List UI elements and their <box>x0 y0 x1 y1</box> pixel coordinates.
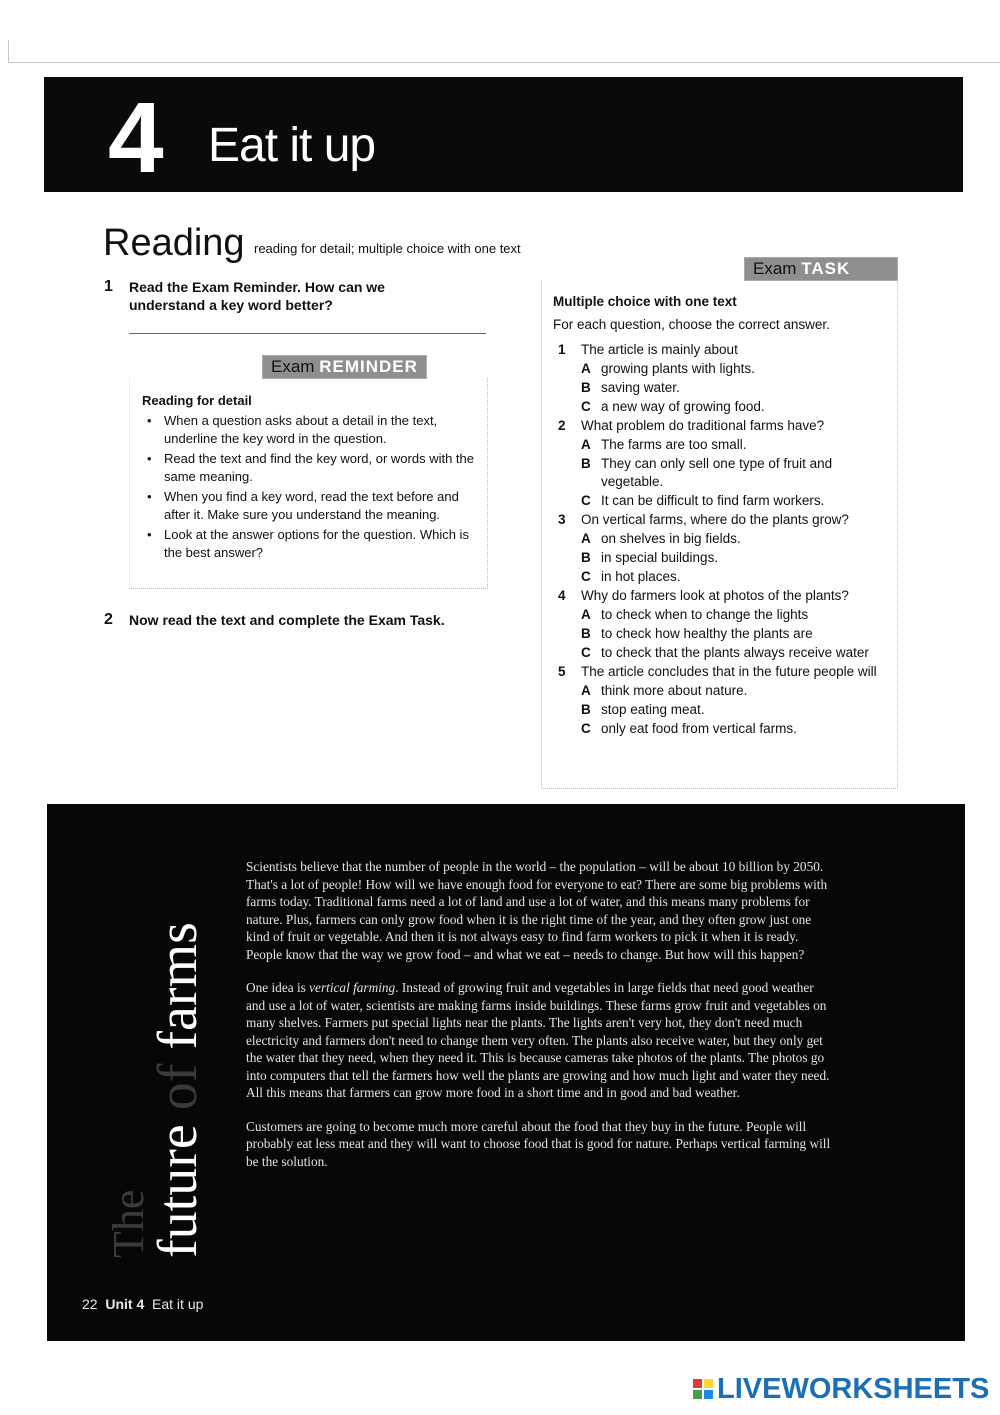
answer-option-a[interactable] <box>581 436 888 454</box>
article-paragraph-3: Customers are going to become much more careful about the food that they buy in the future. People will probably eat less meat and they will want to choose food that is good for nature. Perhaps vertical farming will be the solution. <box>246 1118 831 1169</box>
question-2-text: Now read the text and complete the Exam Task. <box>129 612 445 628</box>
exam-reminder-badge <box>262 355 427 379</box>
title-word-farms: farms <box>147 922 209 1050</box>
option-letter: A <box>581 607 591 622</box>
answer-option-c[interactable] <box>581 398 888 416</box>
option-text: only eat food from vertical farms. <box>601 721 797 736</box>
option-text: on shelves in big fields. <box>601 531 741 546</box>
page-number: 22 <box>82 1296 98 1312</box>
option-letter: B <box>581 702 591 717</box>
paragraph-text: . Instead of growing fruit and vegetables in large fields that need good weather and use a lot of water, scientists are making farms inside buildings. These farms grow fruit and vegetables on many shelves. Farmers put special lights near the plants. The lights aren't very hot, they don't need much electricity and farmers don't need to change them very often. The plants also receive water, but they only get the water that they need, when they need it. This is because cameras take photos of the plants. The photos go into computers that tell the farmers how well the plants are growing and how much light and water they need. All this means that farmers can grow more food in a short time and in good and bad weather. <box>246 980 830 1100</box>
task-question-list <box>558 341 888 738</box>
liveworksheets-logo-icon <box>692 1378 714 1400</box>
question-2-number: 2 <box>104 611 113 628</box>
section-subtitle: reading for detail; multiple choice with one text <box>254 241 521 256</box>
option-text: in hot places. <box>601 569 681 584</box>
question-1-number: 1 <box>104 278 113 295</box>
emphasis-term: vertical farming <box>309 980 396 995</box>
article-title-line2 <box>147 922 209 1258</box>
question-text: What problem do traditional farms have? <box>581 418 825 433</box>
exam-task-badge <box>744 257 898 281</box>
footer-unit-title: Eat it up <box>152 1296 204 1312</box>
option-letter: B <box>581 550 591 565</box>
article-title <box>104 922 209 1258</box>
option-text: stop eating meat. <box>601 702 705 717</box>
liveworksheets-watermark[interactable]: LIVEWORKSHEETS <box>717 1373 990 1405</box>
option-letter: A <box>581 531 591 546</box>
article-body <box>246 858 831 1186</box>
task-question <box>558 587 888 662</box>
option-letter: B <box>581 626 591 641</box>
reminder-list <box>144 412 474 564</box>
section-title: Reading <box>103 222 245 264</box>
option-letter: A <box>581 437 591 452</box>
reminder-item: • Look at the answer options for the question. Which is the best answer? <box>144 526 474 562</box>
logo-square <box>692 1378 703 1389</box>
title-word-of: of <box>147 1063 209 1111</box>
option-letter: A <box>581 683 591 698</box>
answer-option-b[interactable] <box>581 625 888 643</box>
article-paragraph-1: Scientists believe that the number of people in the world – the population – will be about 10 billion by 2050. That's a lot of people! How will we have enough food for everyone to eat? There are some big problems with farms today. Traditional farms need a lot of land and use a lot of water, and this means many problems for nature. Plus, farmers can only grow food when it is the right time of the year, and they often grow just one kind of fruit or vegetable. And then it is not always easy to find farm workers to pick it when it is ready. People know that the way we grow food – and what we eat – needs to change. But how will this happen? <box>246 859 828 962</box>
option-text: to check how healthy the plants are <box>601 626 813 641</box>
answer-option-c[interactable] <box>581 492 888 510</box>
logo-square <box>703 1378 714 1389</box>
option-letter: C <box>581 721 591 736</box>
badge-word-reminder: REMINDER <box>319 357 418 376</box>
option-letter: C <box>581 399 591 414</box>
answer-option-c[interactable] <box>581 720 888 738</box>
question-text: The article concludes that in the future people will <box>581 664 877 679</box>
article-paragraph-2 <box>246 979 831 1102</box>
task-question <box>558 417 888 510</box>
task-question <box>558 663 888 738</box>
question-number: 4 <box>558 588 566 603</box>
option-letter: A <box>581 361 591 376</box>
logo-square <box>692 1389 703 1400</box>
question-text: On vertical farms, where do the plants grow? <box>581 512 849 527</box>
logo-square <box>703 1389 714 1400</box>
title-word-future: future <box>147 1124 209 1258</box>
option-text: It can be difficult to find farm workers. <box>601 493 825 508</box>
paragraph-text: One idea is <box>246 980 310 995</box>
footer-unit-label: Unit 4 <box>105 1296 145 1312</box>
answer-option-c[interactable] <box>581 644 888 662</box>
question-number: 5 <box>558 664 566 679</box>
question-text: The article is mainly about <box>581 342 738 357</box>
option-letter: C <box>581 645 591 660</box>
reminder-item: • When you find a key word, read the text before and after it. Make sure you understand the meaning. <box>144 488 474 524</box>
question-number: 2 <box>558 418 566 433</box>
answer-option-b[interactable] <box>581 379 888 397</box>
question-number: 3 <box>558 512 566 527</box>
task-question <box>558 341 888 416</box>
reminder-item: • When a question asks about a detail in the text, underline the key word in the question. <box>144 412 474 448</box>
answer-option-a[interactable] <box>581 530 888 548</box>
unit-header-bar <box>44 77 963 192</box>
scan-border-line <box>8 62 1000 63</box>
article-title-line1: The <box>104 1189 153 1258</box>
question-1-text: Read the Exam Reminder. How can we understand a key word better? <box>129 279 385 313</box>
answer-option-c[interactable] <box>581 568 888 586</box>
answer-line[interactable] <box>129 333 486 334</box>
question-text: Why do farmers look at photos of the plants? <box>581 588 849 603</box>
badge-word-exam: Exam <box>271 357 315 376</box>
option-text: in special buildings. <box>601 550 719 565</box>
option-text: They can only sell one type of fruit and vegetable. <box>601 456 833 489</box>
reminder-item: • Read the text and find the key word, or words with the same meaning. <box>144 450 474 486</box>
option-text: think more about nature. <box>601 683 748 698</box>
option-text: a new way of growing food. <box>601 399 765 414</box>
answer-option-b[interactable] <box>581 701 888 719</box>
scan-border-vertical <box>8 40 9 62</box>
option-letter: B <box>581 380 591 395</box>
option-text: to check that the plants always receive water <box>601 645 869 660</box>
answer-option-a[interactable] <box>581 606 888 624</box>
unit-title: Eat it up <box>208 119 376 172</box>
task-instruction: For each question, choose the correct answer. <box>553 317 830 332</box>
question-number: 1 <box>558 342 566 357</box>
option-letter: C <box>581 493 591 508</box>
option-letter: C <box>581 569 591 584</box>
badge-word-task: TASK <box>801 259 851 278</box>
reminder-heading: Reading for detail <box>142 393 252 408</box>
answer-option-b[interactable] <box>581 549 888 567</box>
unit-number: 4 <box>108 82 162 194</box>
page-footer <box>82 1295 203 1313</box>
option-text: growing plants with lights. <box>601 361 755 376</box>
task-heading: Multiple choice with one text <box>553 294 737 309</box>
task-question <box>558 511 888 586</box>
option-text: saving water. <box>601 380 680 395</box>
answer-option-a[interactable] <box>581 682 888 700</box>
option-letter: B <box>581 456 591 471</box>
answer-option-a[interactable] <box>581 360 888 378</box>
option-text: The farms are too small. <box>601 437 747 452</box>
answer-option-b[interactable] <box>581 455 888 491</box>
badge-word-exam: Exam <box>753 259 797 278</box>
option-text: to check when to change the lights <box>601 607 809 622</box>
